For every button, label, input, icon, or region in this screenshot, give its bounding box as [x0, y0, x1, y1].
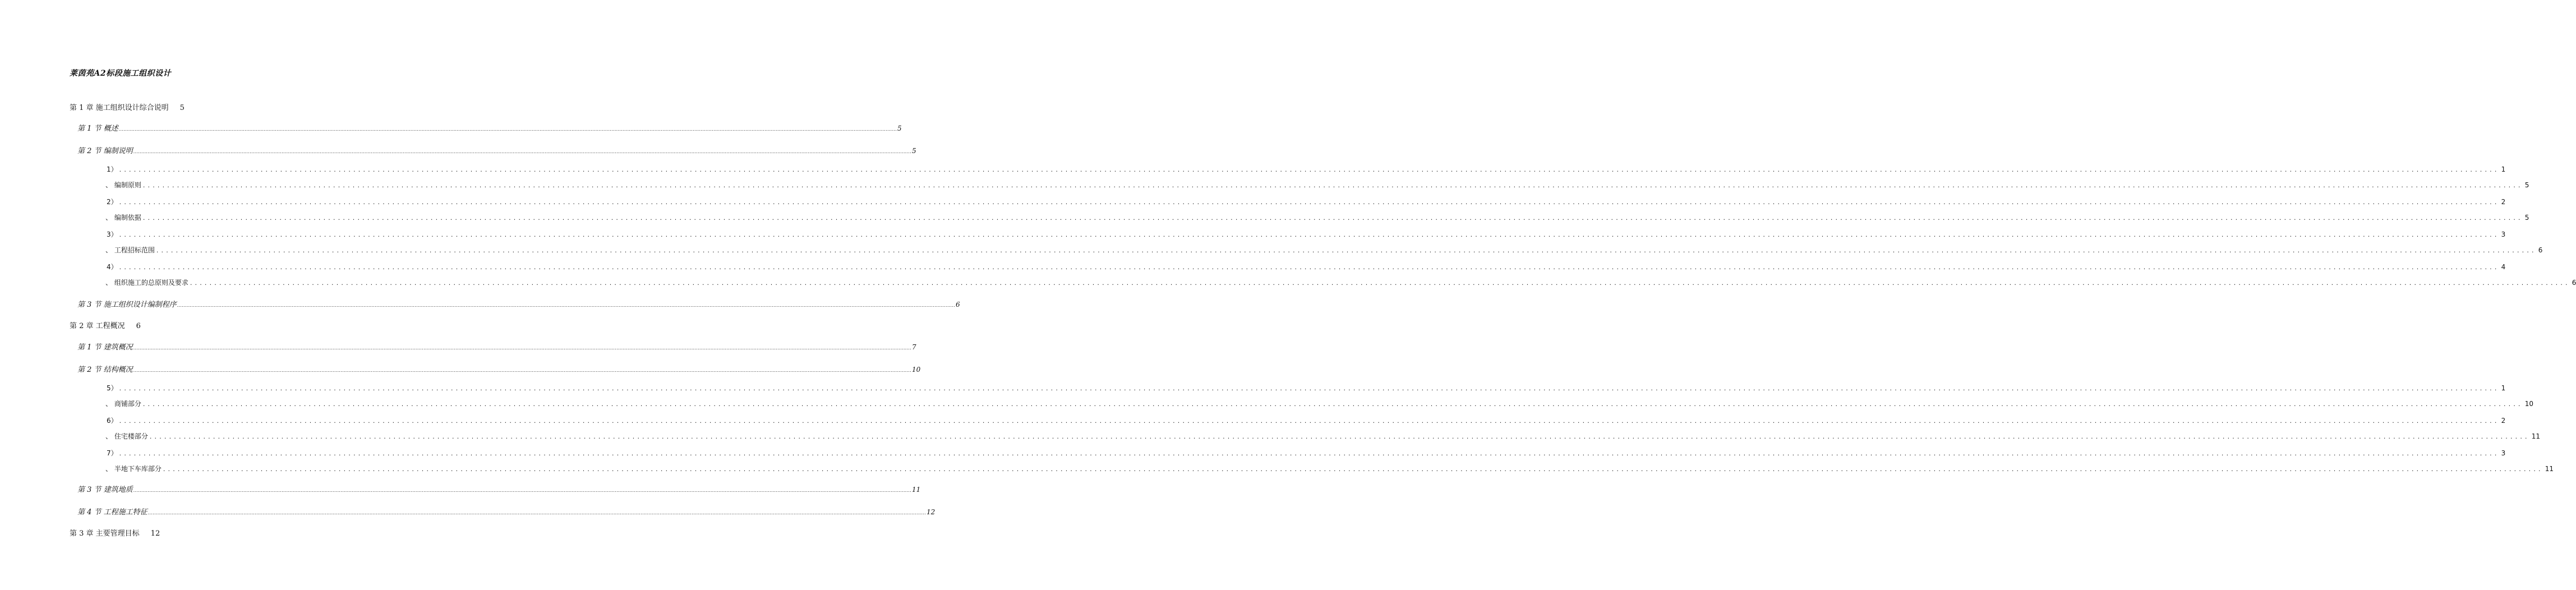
item-page-number: 10	[2524, 400, 2534, 408]
toc-item[interactable]	[105, 180, 2529, 190]
toc-section-1-3[interactable]	[77, 298, 960, 309]
section-label: 第 1 节 建筑概况	[77, 343, 133, 352]
toc-item[interactable]	[107, 416, 2506, 425]
section-page-number: 5	[897, 125, 902, 132]
dot-leader: ........................................................................................................................................................................................................................................................................................................................................................................................................................................................................................................	[118, 127, 897, 132]
dot-leader: ........................................................................................................................................................................................................................................................................................................................................................................................................................................................................................................	[133, 368, 912, 373]
section-label: 第 3 节 施工组织设计编制程序	[77, 301, 177, 309]
item-label: 、 住宅楼部分	[105, 432, 148, 440]
item-label: 7）	[107, 449, 118, 457]
toc-item[interactable]	[105, 213, 2529, 222]
dot-leader: ........................................................................................................................................................................................................................................................................................................................................................................................................................................................................................................	[177, 303, 956, 308]
chapter-page-number: 12	[150, 529, 160, 538]
toc-item[interactable]	[107, 164, 2506, 174]
toc-item[interactable]	[107, 197, 2506, 206]
item-page-number: 1	[2501, 165, 2506, 173]
dot-leader: ........................................................................................................................................................................................................................................................................................................................................................................................................................................................................................................	[156, 247, 2537, 254]
item-label: 5）	[107, 384, 118, 392]
section-page-number: 5	[912, 147, 916, 155]
section-label: 第 2 节 编制说明	[77, 147, 133, 155]
toc-section-2-3[interactable]	[77, 483, 921, 494]
toc-section-1-1[interactable]	[77, 122, 902, 133]
item-label: 、 工程招标范围	[105, 246, 155, 254]
item-label: 、 组织施工的总原则及要求	[105, 279, 188, 287]
toc-section-2-2[interactable]	[77, 363, 921, 374]
item-page-number: 6	[2572, 279, 2576, 287]
toc-chapter-2[interactable]	[70, 320, 141, 330]
item-page-number: 6	[2538, 246, 2543, 254]
section-page-number: 11	[912, 486, 921, 494]
chapter-label: 第 3 章 主要管理目标	[70, 529, 140, 538]
toc-item[interactable]	[107, 262, 2506, 271]
chapter-page-number: 5	[179, 104, 185, 112]
section-label: 第 2 节 结构概况	[77, 366, 133, 374]
chapter-label: 第 2 章 工程概况	[70, 322, 125, 330]
toc-section-2-4[interactable]	[77, 506, 936, 517]
chapter-label: 第 1 章 施工组织设计综合说明	[70, 104, 169, 112]
toc-item[interactable]	[107, 383, 2506, 393]
item-label: 、 编制依据	[105, 214, 141, 222]
toc-item[interactable]	[107, 448, 2506, 458]
item-page-number: 4	[2501, 263, 2506, 271]
section-label: 第 4 节 工程施工特征	[77, 508, 148, 517]
item-page-number: 11	[2531, 432, 2541, 440]
dot-leader: ........................................................................................................................................................................................................................................................................................................................................................................................................................................................................................................	[119, 199, 2500, 206]
item-label: 2）	[107, 198, 118, 206]
toc-chapter-3[interactable]	[70, 527, 160, 538]
dot-leader: ........................................................................................................................................................................................................................................................................................................................................................................................................................................................................................................	[149, 433, 2530, 440]
item-page-number: 1	[2501, 384, 2506, 392]
item-page-number: 11	[2545, 465, 2554, 473]
dot-leader: ........................................................................................................................................................................................................................................................................................................................................................................................................................................................................................................	[133, 345, 912, 351]
item-label: 4）	[107, 263, 118, 271]
dot-leader: ........................................................................................................................................................................................................................................................................................................................................................................................................................................................................................................	[142, 182, 2523, 189]
toc-item[interactable]	[105, 399, 2534, 408]
item-label: 3）	[107, 231, 118, 238]
section-label: 第 1 节 概述	[77, 125, 118, 133]
item-label: 1）	[107, 165, 118, 173]
dot-leader: ........................................................................................................................................................................................................................................................................................................................................................................................................................................................................................................	[163, 465, 2543, 473]
item-page-number: 2	[2501, 417, 2506, 425]
section-page-number: 10	[912, 366, 921, 374]
toc-item[interactable]	[105, 464, 2554, 473]
section-label: 第 3 节 建筑地质	[77, 486, 133, 494]
section-page-number: 6	[956, 301, 960, 308]
item-label: 、 半地下车库部分	[105, 465, 162, 473]
document-title: 莱茵苑A2标段施工组织设计	[70, 69, 172, 78]
toc-item[interactable]	[105, 431, 2541, 441]
dot-leader: ........................................................................................................................................................................................................................................................................................................................................................................................................................................................................................................	[119, 417, 2500, 425]
toc-item[interactable]	[105, 245, 2543, 255]
dot-leader: ........................................................................................................................................................................................................................................................................................................................................................................................................................................................................................................	[133, 488, 912, 493]
section-page-number: 7	[912, 343, 916, 351]
dot-leader: ........................................................................................................................................................................................................................................................................................................................................................................................................................................................................................................	[142, 214, 2523, 222]
toc-section-2-1[interactable]	[77, 341, 916, 352]
dot-leader: ........................................................................................................................................................................................................................................................................................................................................................................................................................................................................................................	[119, 166, 2500, 173]
section-page-number: 12	[927, 508, 936, 516]
item-label: 、 商铺部分	[105, 400, 141, 408]
dot-leader: ........................................................................................................................................................................................................................................................................................................................................................................................................................................................................................................	[148, 510, 927, 515]
toc-section-1-2[interactable]	[77, 145, 916, 155]
item-page-number: 5	[2524, 181, 2529, 189]
item-label: 6）	[107, 417, 118, 425]
item-page-number: 2	[2501, 198, 2506, 206]
dot-leader: ........................................................................................................................................................................................................................................................................................................................................................................................................................................................................................................	[119, 231, 2500, 238]
toc-chapter-1[interactable]	[70, 102, 185, 112]
dot-leader: ........................................................................................................................................................................................................................................................................................................................................................................................................................................................................................................	[190, 279, 2570, 287]
dot-leader: ........................................................................................................................................................................................................................................................................................................................................................................................................................................................................................................	[142, 400, 2523, 408]
chapter-page-number: 6	[136, 322, 141, 330]
item-label: 、 编制原则	[105, 181, 141, 189]
dot-leader: ........................................................................................................................................................................................................................................................................................................................................................................................................................................................................................................	[119, 385, 2500, 392]
toc-item[interactable]	[107, 229, 2506, 239]
dot-leader: ........................................................................................................................................................................................................................................................................................................................................................................................................................................................................................................	[119, 264, 2500, 271]
toc-item[interactable]	[105, 278, 2576, 287]
item-page-number: 3	[2501, 449, 2506, 457]
dot-leader: ........................................................................................................................................................................................................................................................................................................................................................................................................................................................................................................	[133, 149, 912, 154]
item-page-number: 5	[2524, 214, 2529, 222]
dot-leader: ........................................................................................................................................................................................................................................................................................................................................................................................................................................................................................................	[119, 450, 2500, 457]
item-page-number: 3	[2501, 231, 2506, 238]
